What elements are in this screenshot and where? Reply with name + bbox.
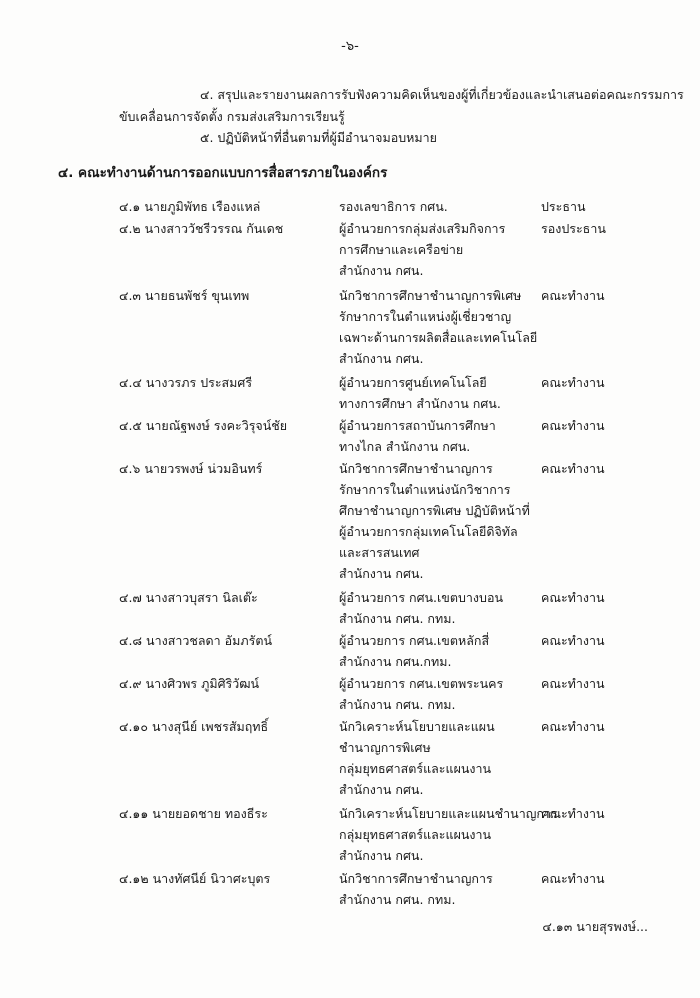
member-position-line: สำนักงาน กศน. <box>339 263 424 278</box>
member-role: คณะทำงาน <box>541 461 605 476</box>
member-position-line: การศึกษาและเครือข่าย <box>339 242 464 257</box>
member-role: คณะทำงาน <box>541 806 605 821</box>
member-name: ๔.๑๑ นายยอดชาย ทองธีระ <box>119 806 268 821</box>
member-position <box>339 285 537 369</box>
member-name: ๔.๔ นางวรภร ประสมศรี <box>119 375 253 390</box>
member-position <box>339 868 493 910</box>
member-position-line: ผู้อำนวยการกลุ่มเทคโนโลยีดิจิทัล <box>339 524 518 539</box>
member-position-line: สำนักงาน กศน. กทม. <box>339 892 456 907</box>
item-5: ๕. ปฏิบัติหน้าที่อื่นตามที่ผู้มีอำนาจมอบหมาย <box>200 130 437 145</box>
member-name: ๔.๒ นางสาววัชรีวรรณ กันเดช <box>119 221 284 236</box>
member-position-line: สำนักงาน กศน. <box>339 848 424 863</box>
member-position-line: สำนักงาน กศน. กทม. <box>339 611 456 626</box>
continuation-text: ๔.๑๓ นายสุรพงษ์... <box>542 919 648 934</box>
member-role: คณะทำงาน <box>541 418 605 433</box>
member-position <box>339 458 530 584</box>
member-position-line: ชำนาญการพิเศษ <box>339 740 431 755</box>
member-position-line: ผู้อำนวยการศูนย์เทคโนโลยี <box>339 375 487 390</box>
member-position-line: สำนักงาน กศน.กทม. <box>339 654 452 669</box>
member-role: คณะทำงาน <box>541 676 605 691</box>
member-position-line: นักวิชาการศึกษาชำนาญการ <box>339 871 493 886</box>
section-heading: ๔. คณะทำงานด้านการออกแบบการสื่อสารภายในองค์กร <box>58 165 388 181</box>
member-role: คณะทำงาน <box>541 375 605 390</box>
member-position <box>339 587 503 629</box>
member-position <box>339 630 489 672</box>
page-number: -๖- <box>341 39 359 54</box>
member-position-line: นักวิเคราะห์นโยบายและแผน <box>339 719 495 734</box>
member-position-line: และสารสนเทศ <box>339 545 420 560</box>
member-position-line: ผู้อำนวยการสถาบันการศึกษา <box>339 418 496 433</box>
member-position <box>339 196 448 217</box>
member-role: คณะทำงาน <box>541 633 605 648</box>
member-position <box>339 218 505 281</box>
member-position-line: ผู้อำนวยการ กศน.เขตพระนคร <box>339 676 504 691</box>
member-position-line: รักษาการในตำแหน่งนักวิชาการ <box>339 482 511 497</box>
member-position-line: รองเลขาธิการ กศน. <box>339 199 448 214</box>
member-position-line: กลุ่มยุทธศาสตร์และแผนงาน <box>339 761 492 776</box>
member-position <box>339 673 503 715</box>
member-position-line: ผู้อำนวยการ กศน.เขตหลักสี่ <box>339 633 490 648</box>
member-name: ๔.๘ นางสาวชลดา อัมภรัตน์ <box>119 633 273 648</box>
member-position-line: กลุ่มยุทธศาสตร์และแผนงาน <box>339 827 492 842</box>
member-position-line: สำนักงาน กศน. <box>339 566 424 581</box>
member-position <box>339 803 558 866</box>
member-role: รองประธาน <box>541 221 606 236</box>
member-name: ๔.๑๒ นางทัศนีย์ นิวาศะบุตร <box>119 871 271 886</box>
member-role: คณะทำงาน <box>541 719 605 734</box>
item-4-line-1: ๔. สรุปและรายงานผลการรับฟังความคิดเห็นของผู้ที่เกี่ยวข้องและนำเสนอต่อคณะกรรมการ <box>200 87 684 102</box>
member-name: ๔.๕ นายณัฐพงษ์ รงคะวิรุจน์ชัย <box>119 418 288 433</box>
member-position-line: ทางการศึกษา สำนักงาน กศน. <box>339 396 501 411</box>
member-role: คณะทำงาน <box>541 288 605 303</box>
member-position <box>339 716 495 800</box>
member-position <box>339 372 501 414</box>
member-name: ๔.๙ นางศิวพร ภูมิศิริวัฒน์ <box>119 676 260 691</box>
member-position-line: นักวิเคราะห์นโยบายและแผนชำนาญการ <box>339 806 558 821</box>
member-position-line: สำนักงาน กศน. กทม. <box>339 697 456 712</box>
member-position-line: นักวิชาการศึกษาชำนาญการพิเศษ <box>339 288 522 303</box>
member-position-line: รักษาการในตำแหน่งผู้เชี่ยวชาญ <box>339 309 512 324</box>
member-position-line: ศึกษาชำนาญการพิเศษ ปฏิบัติหน้าที่ <box>339 503 530 518</box>
member-position-line: นักวิชาการศึกษาชำนาญการ <box>339 461 493 476</box>
member-position-line: ทางไกล สำนักงาน กศน. <box>339 439 471 454</box>
member-position-line: สำนักงาน กศน. <box>339 782 424 797</box>
member-name: ๔.๖ นายวรพงษ์ น่วมอินทร์ <box>119 461 263 476</box>
member-position-line: เฉพาะด้านการผลิตสื่อและเทคโนโลยี <box>339 330 538 345</box>
member-name: ๔.๓ นายธนพัชร์ ขุนเทพ <box>119 288 250 303</box>
member-position-line: ผู้อำนวยการ กศน.เขตบางบอน <box>339 590 504 605</box>
member-name: ๔.๑๐ นางสุนีย์ เพชรสัมฤทธิ์ <box>119 719 269 734</box>
item-4-line-2: ขับเคลื่อนการจัดตั้ง กรมส่งเสริมการเรียนรู้ <box>119 109 345 124</box>
member-role: คณะทำงาน <box>541 590 605 605</box>
member-role: ประธาน <box>541 199 586 214</box>
member-position-line: ผู้อำนวยการกลุ่มส่งเสริมกิจการ <box>339 221 506 236</box>
member-name: ๔.๗ นางสาวบุสรา นิลเต๊ะ <box>119 590 258 605</box>
member-position-line: สำนักงาน กศน. <box>339 351 424 366</box>
member-position <box>339 415 496 457</box>
member-name: ๔.๑ นายภูมิพัทธ เรืองแหล่ <box>119 199 261 214</box>
member-role: คณะทำงาน <box>541 871 605 886</box>
